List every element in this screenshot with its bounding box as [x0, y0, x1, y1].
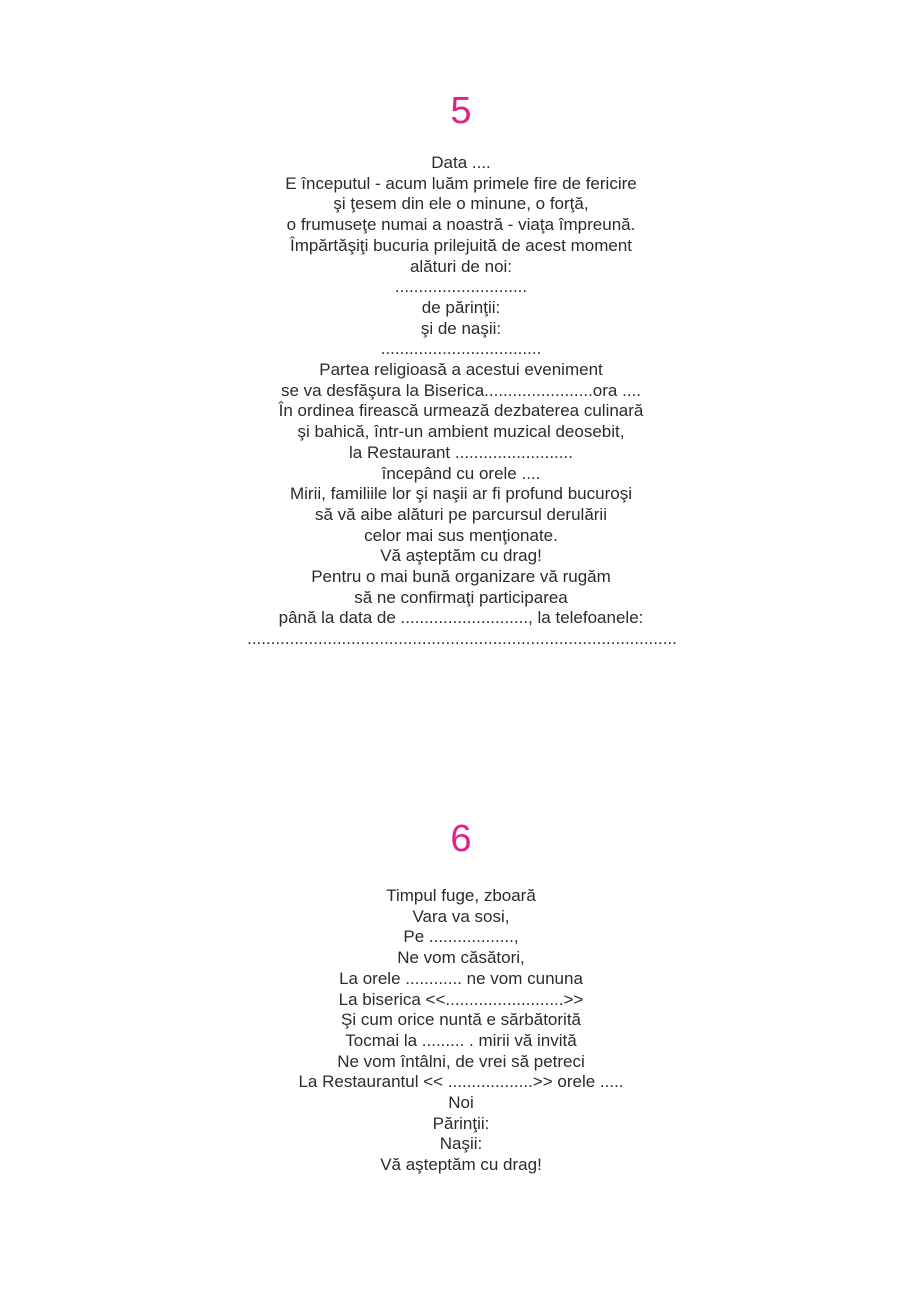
- text-line: Vă aşteptăm cu drag!: [380, 1155, 542, 1175]
- text-line: de părinţii:: [421, 297, 501, 317]
- blank-line: ............................: [394, 277, 528, 297]
- invitation-text: [0, 153, 922, 650]
- text-line: şi de naşii:: [420, 318, 502, 338]
- text-line: Timpul fuge, zboară: [386, 886, 536, 905]
- section-number: 6: [450, 818, 472, 860]
- text-line: şi bahică, într-un ambient muzical deosebit,: [297, 422, 625, 442]
- text-line: Partea religioasă a acestui eveniment: [319, 360, 603, 380]
- text-line: Mirii, familiile lor şi naşii ar fi profund bucuroşi: [289, 484, 632, 504]
- text-line: E începutul - acum luăm primele fire de fericire: [285, 173, 637, 193]
- blank-line: ..................................: [380, 339, 542, 359]
- blank-line: ...........................................................................................: [247, 629, 677, 649]
- text-line: la Restaurant .........................: [349, 442, 573, 462]
- text-line: şi ţesem din ele o minune, o forţă,: [333, 194, 589, 214]
- text-line: La Restaurantul << ..................>> orele .....: [298, 1072, 624, 1092]
- invitation-section-6: [0, 816, 922, 1176]
- text-line: Părinţii:: [432, 1113, 490, 1133]
- text-line: Împărtăşiţi bucuria prilejuită de acest moment: [289, 235, 633, 255]
- text-line: Ne vom căsători,: [397, 948, 525, 968]
- text-line: Şi cum orice nuntă e sărbătorită: [340, 1010, 581, 1030]
- text-line: celor mai sus menţionate.: [364, 525, 558, 545]
- text-line: Pe ..................,: [403, 927, 519, 947]
- text-line: Ne vom întâlni, de vrei să petreci: [337, 1051, 585, 1071]
- section-number: 5: [450, 90, 472, 132]
- text-line: Naşii:: [439, 1134, 483, 1154]
- text-line: se va desfăşura la Biserica.......................ora ....: [281, 380, 641, 400]
- text-line: La orele ............ ne vom cununa: [339, 968, 583, 988]
- invitation-section-5: [0, 88, 922, 650]
- text-line: să vă aibe alături pe parcursul derulării: [315, 504, 607, 524]
- text-line: Vă aşteptăm cu drag!: [380, 546, 542, 566]
- invitation-text: [0, 886, 922, 1176]
- text-line: Pentru o mai bună organizare vă rugăm: [311, 567, 611, 587]
- text-line: Vara va sosi,: [412, 906, 510, 926]
- text-line: alături de noi:: [409, 256, 513, 276]
- text-line: În ordinea firească urmează dezbaterea culinară: [278, 401, 644, 421]
- text-line: o frumuseţe numai a noastră - viaţa împreună.: [286, 215, 636, 235]
- text-line: Data ....: [431, 153, 491, 172]
- text-line: Noi: [448, 1093, 474, 1113]
- text-line: Tocmai la ......... . mirii vă invită: [345, 1030, 577, 1050]
- text-line: să ne confirmaţi participarea: [354, 587, 568, 607]
- text-line: La biserica <<.........................>>: [338, 989, 584, 1009]
- text-line: până la data de ..........................., la telefoanele:: [278, 608, 644, 628]
- text-line: începând cu orele ....: [381, 463, 541, 483]
